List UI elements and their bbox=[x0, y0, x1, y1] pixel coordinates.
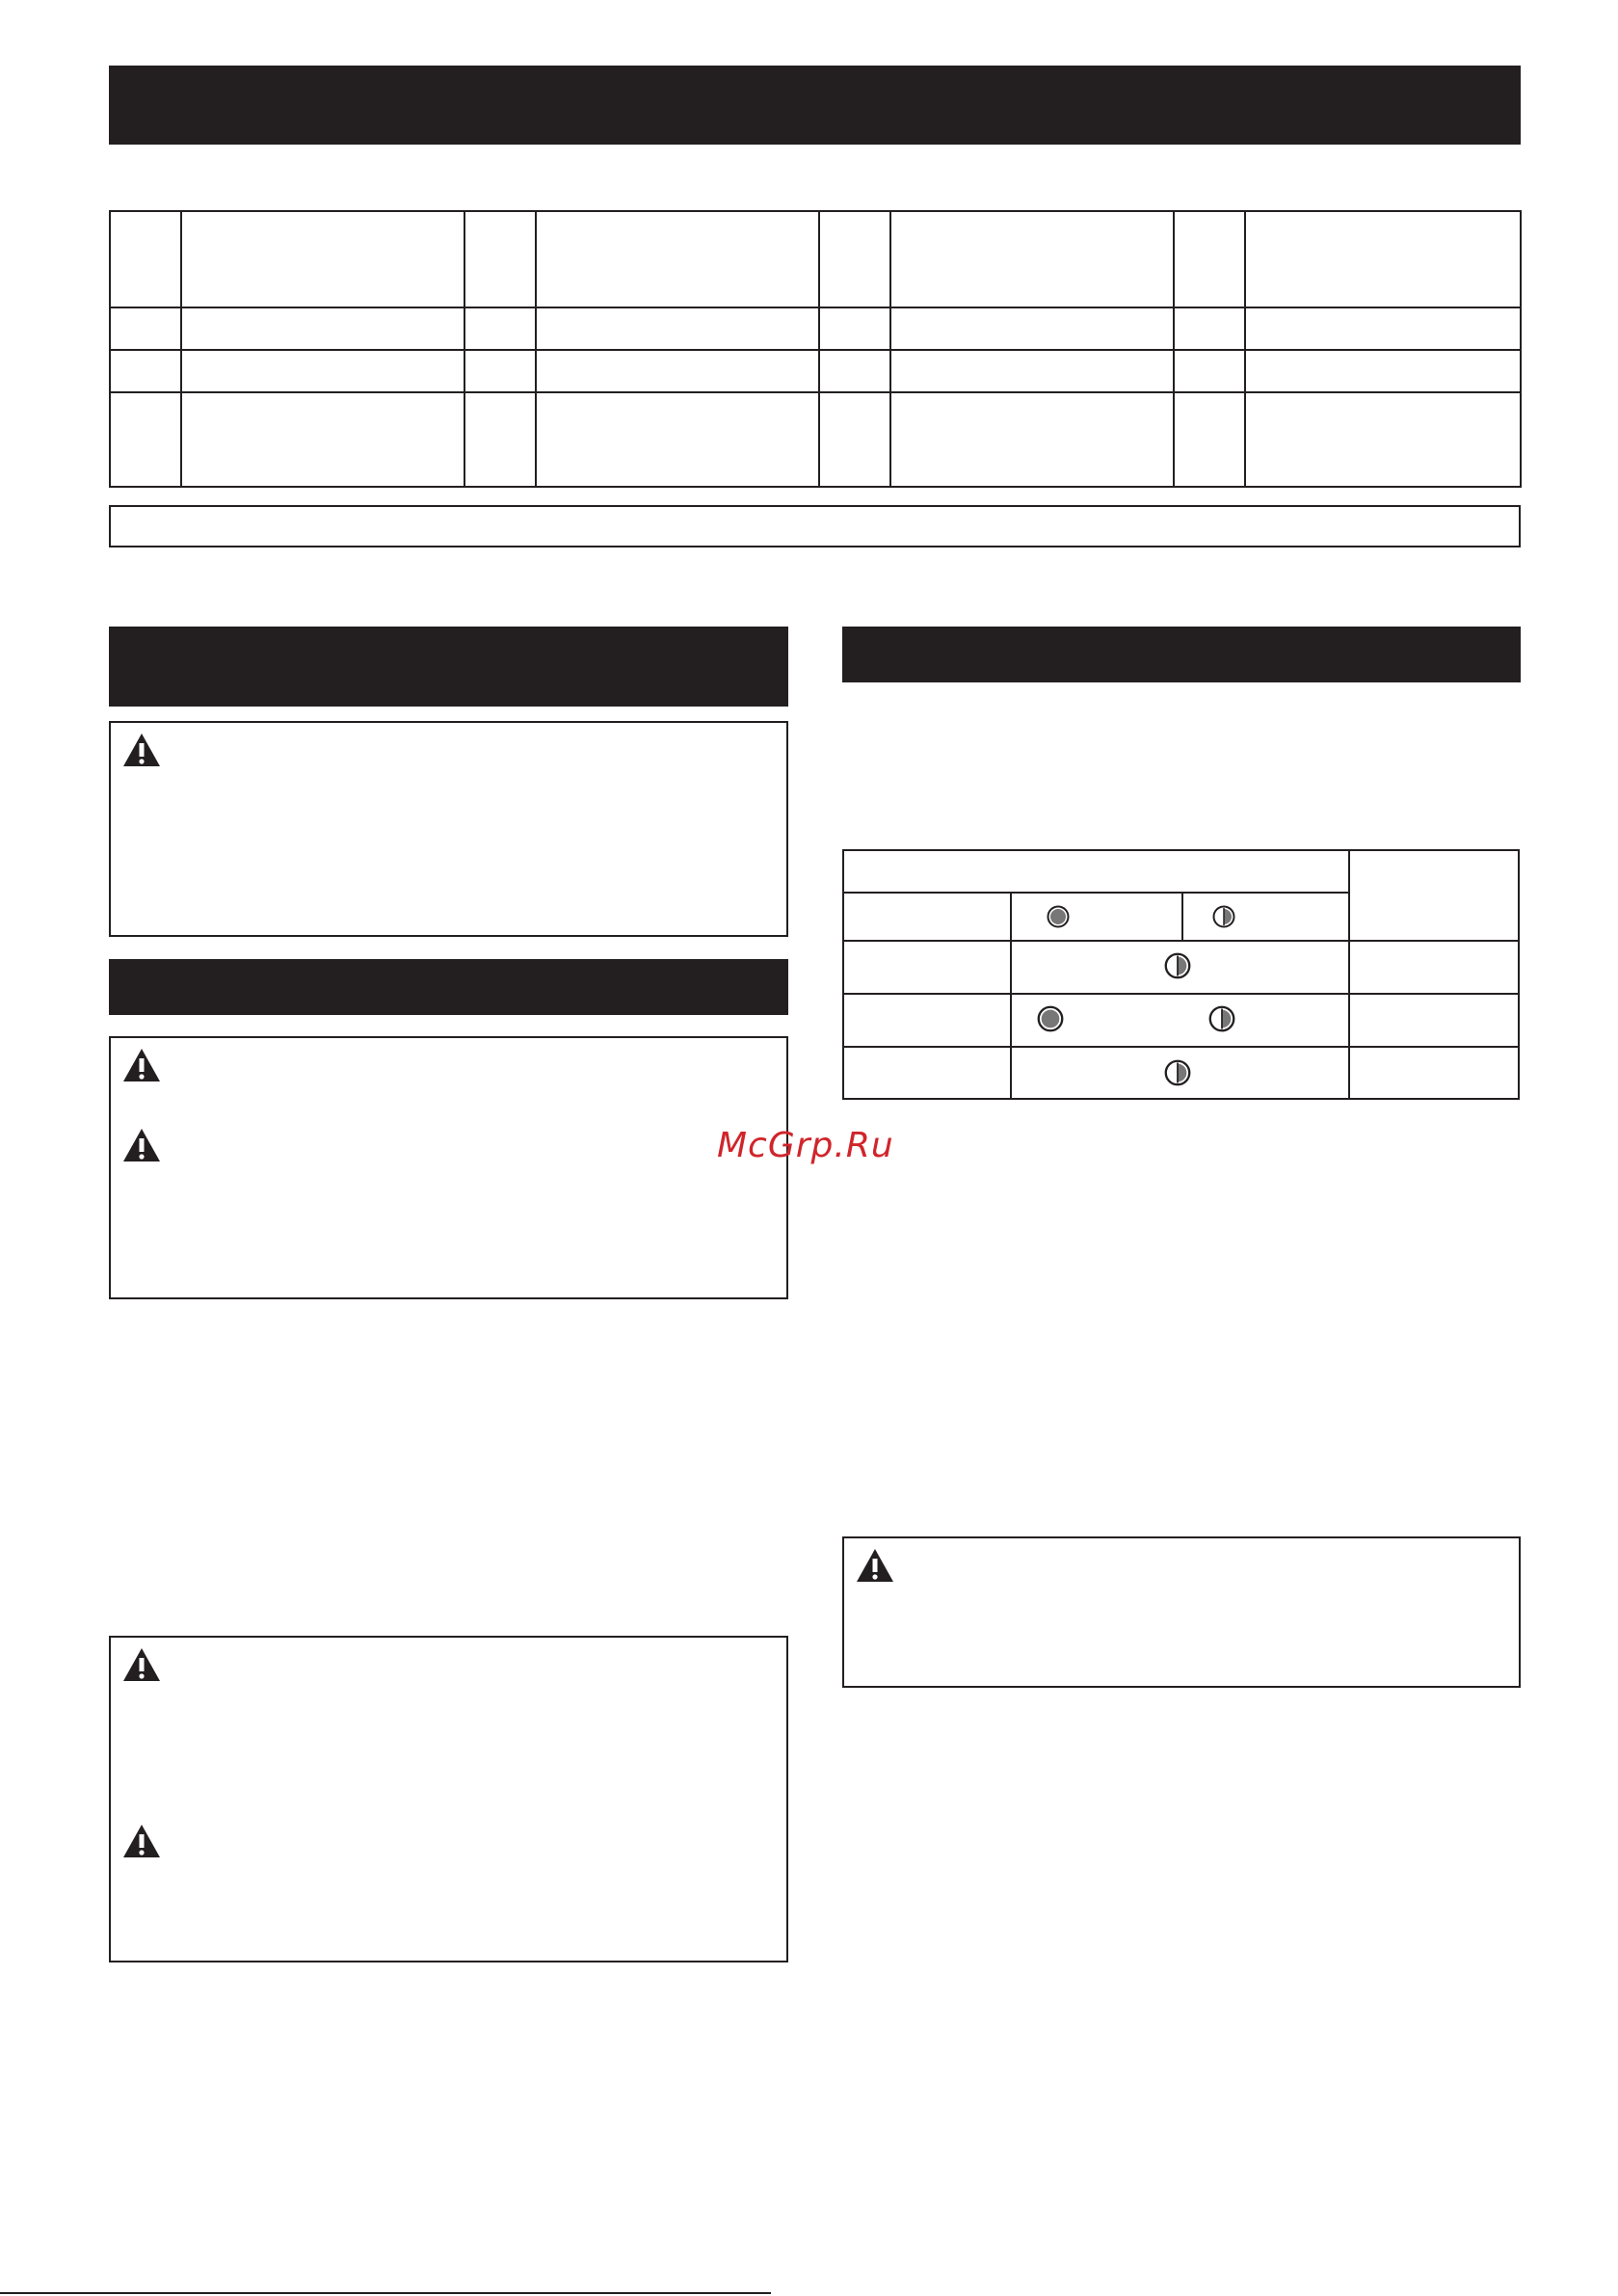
lamp-half-icon bbox=[1164, 952, 1191, 983]
lamp-on-icon bbox=[1047, 905, 1070, 932]
warning-triangle-icon bbox=[122, 1048, 161, 1082]
warning-box-2 bbox=[109, 1036, 788, 1299]
specification-table bbox=[109, 210, 1522, 488]
warning-triangle-icon bbox=[122, 733, 161, 767]
watermark-text: McGrp.Ru bbox=[717, 1126, 894, 1165]
warning-triangle-icon bbox=[122, 1824, 161, 1858]
left-section-header bbox=[109, 627, 788, 707]
warning-triangle-icon bbox=[856, 1548, 894, 1583]
left-section-header-2 bbox=[109, 959, 788, 1015]
table-row bbox=[110, 307, 1521, 350]
warning-box-1 bbox=[109, 721, 788, 937]
table-row bbox=[110, 350, 1521, 392]
warning-triangle-icon bbox=[122, 1128, 161, 1162]
lamp-on-icon bbox=[1037, 1005, 1064, 1036]
lamp-half-icon bbox=[1164, 1059, 1191, 1090]
table-row bbox=[110, 392, 1521, 487]
indicator-lamp-table bbox=[842, 849, 1520, 1100]
note-strip bbox=[109, 505, 1521, 547]
warning-triangle-icon bbox=[122, 1647, 161, 1682]
lamp-half-icon bbox=[1208, 1005, 1235, 1036]
warning-box-3 bbox=[109, 1636, 788, 1962]
lamp-half-icon bbox=[1212, 905, 1235, 932]
warning-box-right bbox=[842, 1536, 1521, 1688]
right-section-header bbox=[842, 627, 1521, 682]
bottom-rule bbox=[0, 2292, 771, 2294]
top-title-bar bbox=[109, 66, 1521, 145]
table-row bbox=[110, 211, 1521, 307]
